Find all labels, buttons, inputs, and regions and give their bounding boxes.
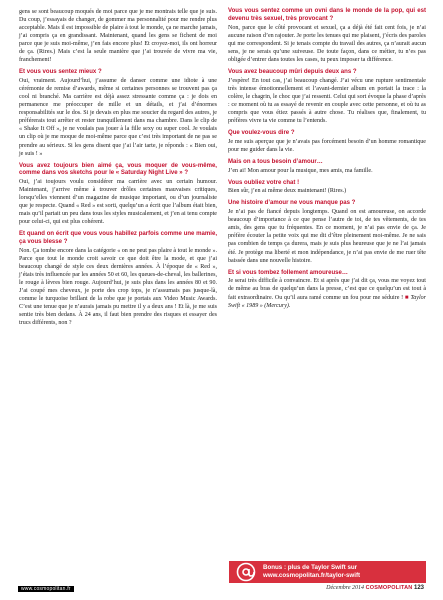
end-mark-icon: ■ [404,294,409,301]
bonus-link[interactable]: www.cosmopolitan.fr/taylor-swift [263,572,361,579]
page-number: 123 [413,585,424,591]
answer-3: Non. Ça tombe encore dans la catégorie « on ne peut pas plaire à tout le monde ». Parce que tout le monde croit savoir ce que doit être la mode, et que j’ai beaucoup changé de style ces deux dernières années. À l’époque de « Red », j’étais très influencée par les années 50 et 60, les queues-de-cheval, les ballerines, le rouge à lèvres bien rouge. Aujourd’hui, je suis plus dans les années 80 et 90. J’ai coupé mes cheveux, je porte des crop tops, je n’assumais pas jusque-là, comme le turquoise brillant de la robe que je portais aux Video Music Awards. C’est une tenue que je n’aurais jamais pu mettre il y a deux ans ! Et là, je me suis sentie très bien dedans. À 24 ans, il faut bien prendre des risques et essayer des trucs différents, non ? [19,248,217,327]
answer-1: Oui, vraiment. Aujourd’hui, j’assume de danser comme une idiote à une cérémonie de remise d’awards, même si certaines personnes se trouvent pas ça cool ni branché. Ma carrière est déjà assez stressante comme ça : je dois en permanence me préoccuper de mille et un détails, et j’ai d’énormes responsabilités sur le dos. Si je devais en plus me soucier du regard des autres, je préférerais tout arrêter et rester tranquillement dans ma chambre. Dans le clip de « Shake It Off », je ne voulais pas jouer à la fille sexy ou super cool. Je voulais un clip où je me moque de moi-même parce que c’est très important de ne pas se prendre au sérieux. Si les gens disent que j’ai l’air tarte, je réponds : « Bien oui, je suis ! » [19,78,217,157]
question-2: Vous avez toujours bien aimé ça, vous moquer de vous-même, comme dans vos sketchs pour le « Saturday Night Live » ? [19,162,217,177]
answer-6: Je me suis aperçue que je n’avais pas forcément besoin d’un homme romantique pour me guider dans la vie. [228,138,426,153]
bonus-banner[interactable] [229,561,426,583]
answer-7: J’en ai! Mon amour pour la musique, mes amis, ma famille. [228,167,373,174]
answer-10-text: Je serai très difficile à convaincre. Et si après que j’ai dit ça, vous me voyez tout de même au bras de quelqu’un dans la presse, c’est que ce quelqu’un est tout à fait extraordinaire. Ou qu’il aura ramé comme un fou pour me séduire ! [228,278,426,301]
intro-paragraph: gens se sont beaucoup moqués de moi parce que je me montrais telle que je suis. Du coup, j’essayais de changer, de gommer ma personnalité pour me rendre plus acceptable. Mais il est impossible de plaire à tout le monde, ça ne marche jamais, j’ai compris ça en grandissant. Maintenant, quand les gens se fichent de moi parce que je suis moi-même, j’en fais encore plus! Et croyez-moi, ils ont horreur de ça. (Rires.) Mais c’est la seule manière que j’ai trouvée de vivre ma vie, franchement! [19,9,217,64]
answer-10 [228,277,426,309]
site-url: www.cosmopolitan.fr [18,586,74,592]
right-column [228,8,426,310]
question-10: Et si vous tombez follement amoureuse… [228,269,348,276]
answer-8: Bien sûr, j’en ai même deux maintenant! (Rires.) [228,188,347,195]
answer-4: Non, parce que le côté provocant et sexuel, ça a déjà été fait cent fois, je n’ai aucune raison d’en rajouter. Je porte les tenues qui me plaisent, j’écris des paroles qui me correspondent. Si je tenais compte du travail des autres, ça n’aurait aucun sens, je ne serais qu’une suiveuse. De toute façon, dans ce métier, tu n’es pas obligée d’entrer dans toutes les cases, tu peux imposer ta différence. [228,24,426,63]
magazine-name: COSMOPOLITAN [365,585,413,591]
question-1: Et vous vous sentez mieux ? [19,69,102,76]
bonus-text [263,564,360,580]
question-9: Une histoire d’amour ne vous manque pas ? [228,200,356,207]
page-footer [326,585,424,591]
left-column [19,8,217,328]
album-credit: Taylor Swift « 1989 » (Mercury). [228,294,427,309]
answer-5: J’espère! En tout cas, j’ai beaucoup changé. J’ai vécu une rupture sentimentale très intense émotionnellement et l’avant-dernier album en portait la trace : la colère, le chagrin, le choc que j’ai ressenti. Celui qui sort évoque la phase d’après : ce moment où tu as essayé de revenir en couple avec cette personne, et où tu as compris que vous étiez passés à autre chose. Tu réalises que, finalement, tu préfères vivre ta vie comme tu l’entends. [228,77,426,124]
question-8: Vous oubliez votre chat ! [228,179,300,186]
at-sign-icon [235,561,257,583]
question-7: Mais on a tous besoin d’amour… [228,158,323,165]
answer-9: Je n’ai pas de fiancé depuis longtemps. Quand on est amoureuse, on accorde beaucoup d’importance à ce que pense l’autre de toi, de tes vêtements, de tes amis, des gens que tu fréquentes. En ce moment, je n’ai pas envie de ça. Je préfère écouter la petite voix qui me dit d’être pleinement moi-même. Je ne sais pas combien de temps ça durera, mais je suis plus heureuse que je ne l’ai jamais été. Je protège ma liberté et mon indépendance, je n’ai pas envie de me ruer tête baissée dans une nouvelle histoire. [228,209,426,264]
issue-date: Décembre 2014 [326,585,365,591]
answer-2: Oui, j’ai toujours voulu considérer ma carrière avec un certain humour. Maintenant, j’arrive même à trouver drôles certaines mauvaises critiques, lorsqu’elles viennent d’un magazine de musique important, ou d’un journaliste que je respecte. Quand « Red » est sorti, quelqu’un a écrit que l’album était bien, mais qu’il partait un peu dans tous les styles musicalement, et j’en ai tenu compte pour celui-ci, qui est plus cohérent. [19,179,217,226]
bonus-line-1: Bonus : plus de Taylor Swift sur [263,564,358,571]
question-3: Et quand on écrit que vous vous habillez parfois comme une mamie, ça vous blesse ? [19,231,217,246]
question-5: Vous avez beaucoup mûri depuis deux ans ? [228,68,357,75]
question-6: Que voulez-vous dire ? [228,129,295,136]
question-4: Vous vous sentez comme un ovni dans le monde de la pop, qui est devenu très sexuel, très provocant ? [228,8,426,22]
